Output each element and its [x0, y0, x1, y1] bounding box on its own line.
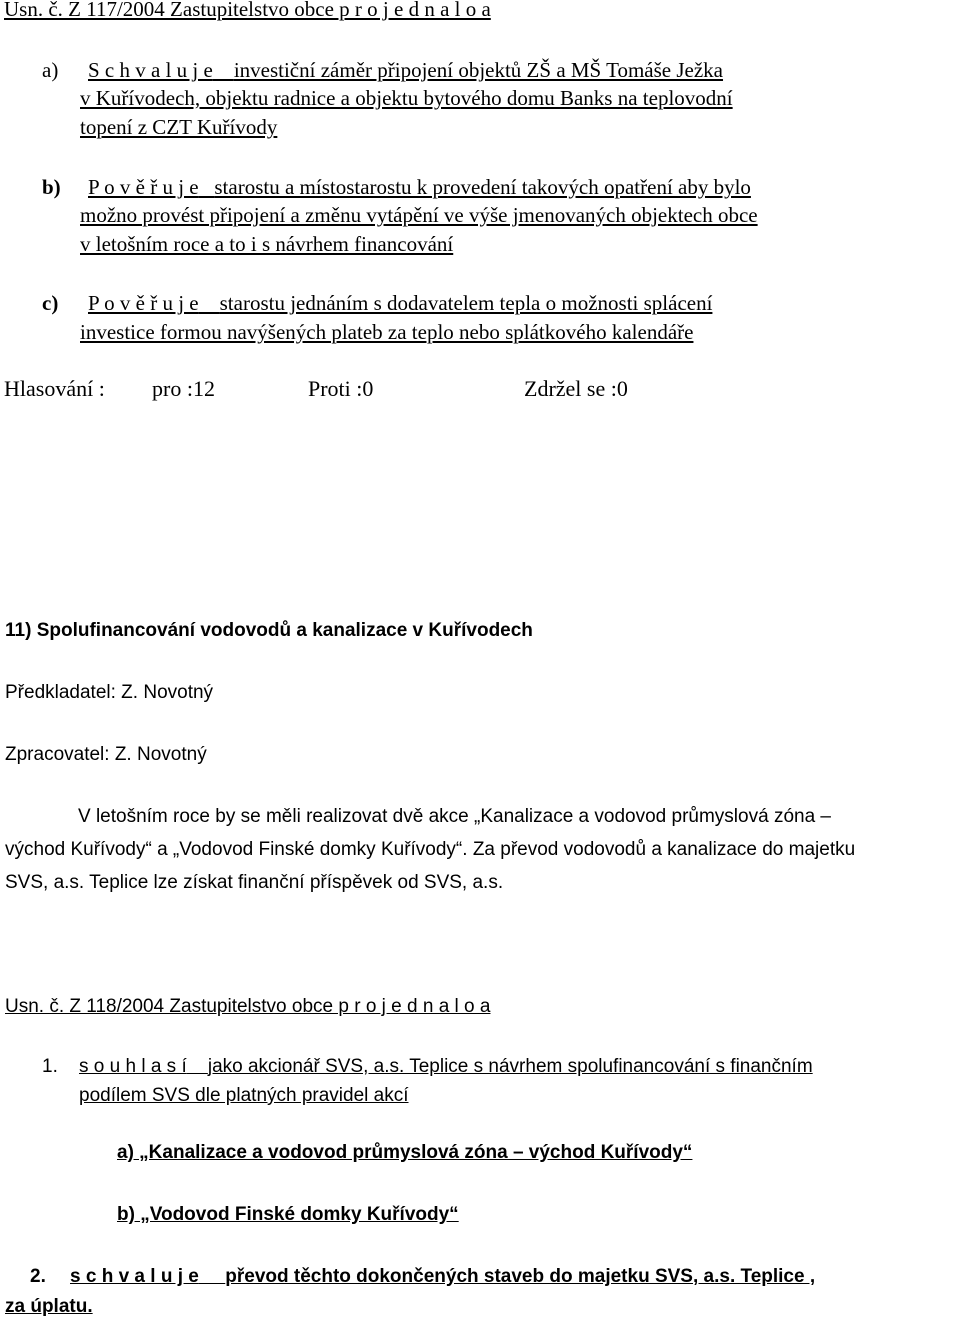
item-b-line1 — [88, 175, 751, 200]
item-11-para-line1: V letošním roce by se měli realizovat dvě akce „Kanalizace a vodovod průmyslová zóna – — [78, 806, 831, 827]
point-1-sub-a: a) „Kanalizace a vodovod průmyslová zóna – východ Kuřívody“ — [117, 1142, 693, 1163]
point-2-line1 — [70, 1266, 815, 1288]
item-11-heading: 11) Spolufinancování vodovodů a kanalizace v Kuřívodech — [5, 620, 533, 641]
resolution-117-header: Usn. č. Z 117/2004 Zastupitelstvo obce p r o j e d n a l o a — [4, 0, 491, 21]
item-b-text1: starostu a místostarostu k provedení takových opatření aby bylo — [214, 175, 751, 199]
item-b-line3: v letošním roce a to i s návrhem financování — [80, 232, 454, 256]
item-c-text1: starostu jednáním s dodavatelem tepla o možnosti splácení — [219, 291, 713, 315]
item-b-letter: b) — [42, 175, 61, 199]
item-c-line1 — [88, 291, 712, 316]
vote-proti: Proti :0 — [308, 376, 374, 401]
item-a-line2: v Kuřívodech, objektu radnice a objektu bytového domu Banks na teplovodní — [80, 86, 733, 110]
item-a-letter: a) — [42, 58, 59, 82]
item-11-para-line2: východ Kuřívody“ a „Vodovod Finské domky Kuřívody“. Za převod vodovodů a kanalizace do majetku — [5, 839, 856, 860]
zpracovatel: Zpracovatel: Z. Novotný — [5, 744, 207, 765]
schvaluje-verb: S c h v a l u j e — [88, 58, 213, 82]
poveruje-verb: P o v ě ř u j e — [88, 175, 199, 199]
point-2-line2: za úplatu. — [5, 1296, 93, 1317]
point-1-line2: podílem SVS dle platných pravidel akcí — [79, 1085, 409, 1106]
predkladatel: Předkladatel: Z. Novotný — [5, 682, 214, 703]
point-1-text1: jako akcionář SVS, a.s. Teplice s návrhem spolufinancování s finančním — [207, 1056, 813, 1077]
item-b-line2: možno provést připojení a změnu vytápění ve výše jmenovaných objektech obce — [80, 203, 758, 227]
vote-pro: pro :12 — [152, 376, 215, 401]
point-1-line1 — [79, 1056, 813, 1078]
point-1-sub-b: b) „Vodovod Finské domky Kuřívody“ — [117, 1204, 459, 1225]
item-11-para-line3: SVS, a.s. Teplice lze získat finanční příspěvek od SVS, a.s. — [5, 872, 504, 893]
vote-row — [0, 376, 960, 406]
souhlasi-verb: s o u h l a s í — [79, 1056, 187, 1077]
schvaluje-verb-2: s c h v a l u j e — [70, 1266, 199, 1287]
vote-zdrzel: Zdržel se :0 — [524, 376, 628, 401]
item-c-letter: c) — [42, 291, 59, 315]
item-c-line2: investice formou navýšených plateb za teplo nebo splátkového kalendáře — [80, 320, 694, 344]
point-1-num: 1. — [42, 1056, 58, 1077]
resolution-118-header: Usn. č. Z 118/2004 Zastupitelstvo obce p r o j e d n a l o a — [5, 996, 491, 1017]
point-2-text1: převod těchto dokončených staveb do majetku SVS, a.s. Teplice , — [225, 1266, 816, 1287]
vote-label: Hlasování : — [4, 376, 105, 401]
item-a-line3: topení z CZT Kuřívody — [80, 115, 278, 139]
item-a-text1: investiční záměr připojení objektů ZŠ a MŠ Tomáše Ježka — [233, 58, 724, 82]
item-a-line1 — [88, 58, 956, 83]
poveruje-verb-c: P o v ě ř u j e — [88, 291, 199, 315]
point-2-num: 2. — [30, 1266, 46, 1287]
